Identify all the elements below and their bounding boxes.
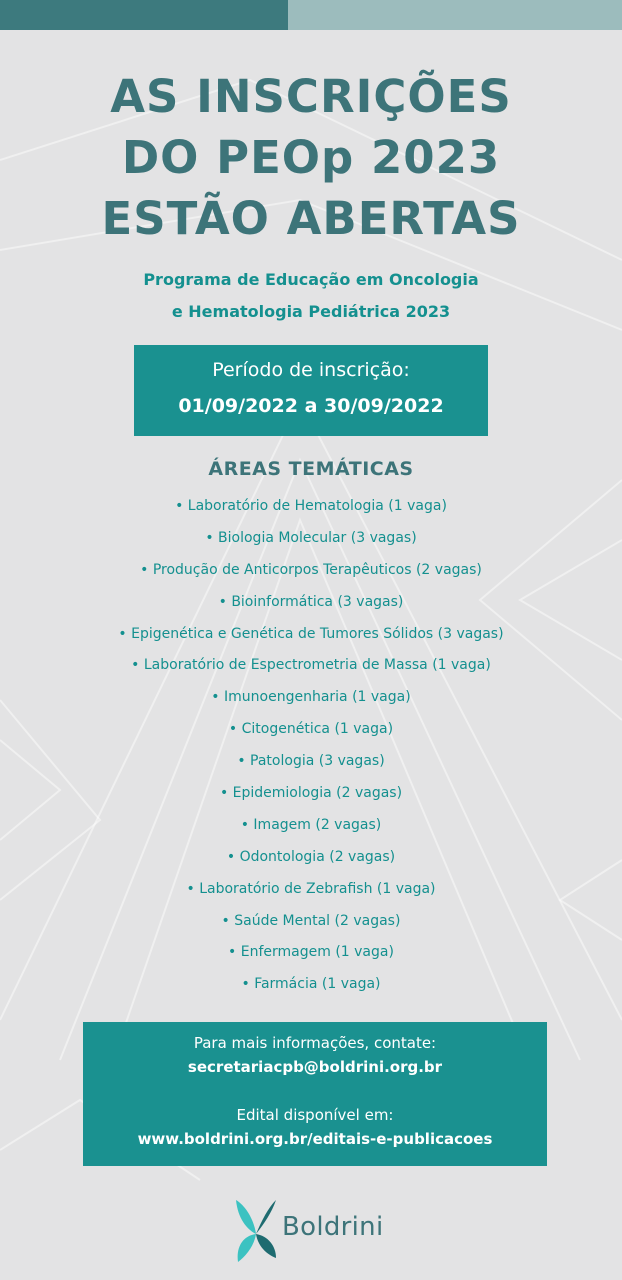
boldrini-leaf-logo-icon — [232, 1196, 282, 1266]
program-subtitle — [0, 264, 622, 328]
headline-line-1: AS INSCRIÇÕES — [110, 70, 512, 123]
area-item: • Patologia (3 vagas) — [237, 753, 385, 770]
area-item: • Bioinformática (3 vagas) — [218, 593, 404, 610]
area-item: • Laboratório de Hematologia (1 vaga) — [175, 498, 447, 514]
headline-line-2: DO PEOp 2023 — [121, 131, 501, 184]
area-item: • Laboratório de Espectrometria de Massa (1 vaga) — [131, 657, 491, 674]
contact-email[interactable]: secretariacpb@boldrini.org.br — [187, 1058, 443, 1076]
top-bar-light-segment — [288, 0, 622, 30]
subtitle-line-2: e Hematologia Pediátrica 2023 — [171, 302, 451, 321]
area-item: • Imagem (2 vagas) — [240, 816, 382, 833]
area-item: • Citogenética (1 vaga) — [228, 721, 394, 738]
edital-label: Edital disponível em: — [236, 1106, 394, 1124]
info-box — [83, 1022, 547, 1166]
period-label: Período de inscrição: — [212, 359, 410, 381]
areas-list — [0, 491, 622, 1001]
top-bar-dark-segment — [0, 0, 288, 30]
registration-period-box — [134, 345, 488, 436]
contact-label: Para mais informações, contate: — [193, 1034, 437, 1052]
headline-line-3: ESTÃO ABERTAS — [101, 192, 521, 245]
logo-text: Boldrini — [282, 1212, 384, 1242]
edital-url[interactable]: www.boldrini.org.br/editais-e-publicacoes — [137, 1130, 493, 1148]
area-item: • Enfermagem (1 vaga) — [228, 944, 394, 961]
area-item: • Saúde Mental (2 vagas) — [221, 912, 401, 929]
area-item: • Odontologia (2 vagas) — [226, 848, 396, 865]
area-item: • Farmácia (1 vaga) — [241, 976, 381, 993]
area-item: • Epidemiologia (2 vagas) — [219, 785, 403, 802]
boldrini-logo — [232, 1196, 412, 1266]
period-dates: 01/09/2022 a 30/09/2022 — [178, 395, 444, 417]
area-item: • Biologia Molecular (3 vagas) — [205, 529, 417, 546]
subtitle-line-1: Programa de Educação em Oncologia — [143, 270, 479, 289]
areas-title: ÁREAS TEMÁTICAS — [208, 458, 414, 480]
top-color-bar — [0, 0, 622, 30]
area-item: • Laboratório de Zebrafish (1 vaga) — [186, 880, 436, 897]
area-item: • Imunoengenharia (1 vaga) — [211, 689, 411, 706]
headline — [0, 66, 622, 249]
area-item: • Epigenética e Genética de Tumores Sólidos (3 vagas) — [118, 625, 504, 642]
area-item: • Produção de Anticorpos Terapêuticos (2 vagas) — [140, 561, 482, 578]
